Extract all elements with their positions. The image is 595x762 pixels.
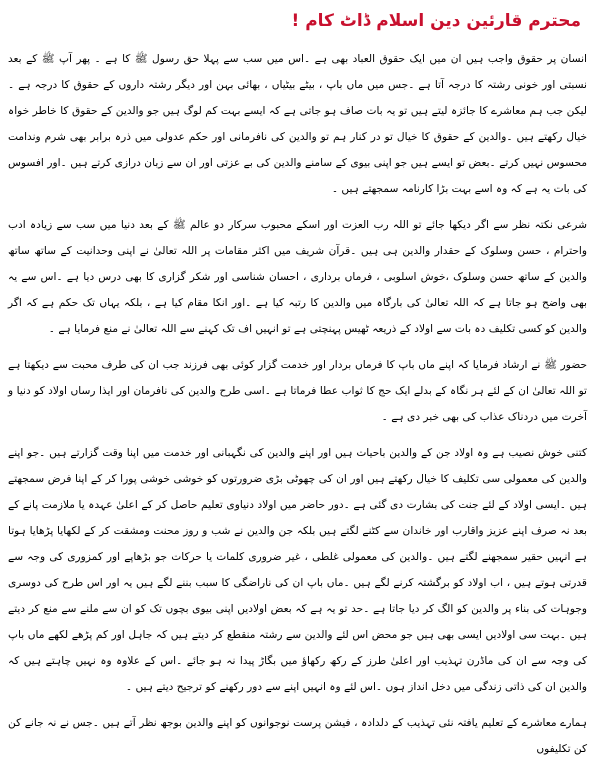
article-paragraph: ہمارے معاشرے کے تعلیم یافتہ نئی تہذیب کے دلدادہ ، فیشن پرست نوجوانوں کو اپنے والدین بوجھ نظر آتے ہیں ۔جس نے نہ جانے کن کن تکلیفوں: [8, 717, 587, 755]
article-paragraph: انسان پر حقوق واجب ہیں ان میں ایک حقوق العباد بھی ہے ۔اس میں سب سے پہلا حق رسول ﷺ کا ہے ۔ پھر آپ ﷺ کے بعد نسبتی اور خونی رشتہ کا درجہ آتا ہے ۔جس میں ماں باپ ، بیٹے بیٹیاں ، بھائی بہن اور دیگر رشتہ داروں کے حقوق کا درجہ ہے ۔لیکن جب ہم معاشرے کا جائزہ لیتے ہیں تو یہ بات صاف ہو جاتی ہے کہ ایسے بہت کم لوگ ہیں جو والدین کے حقوق کا خاطر خواہ خیال رکھتے ہیں ۔والدین کے حقوق کا خیال تو در کنار ہم تو والدین کی نافرمانی اور حکم عدولی میں ذرہ برابر بھی شرم وندامت محسوس نہیں کرتے ۔بعض تو ایسے ہیں جو اپنی بیوی کے سامنے والدین کی بے عزتی اور ان سے زبان درازی کرتے ہیں ۔اور افسوس کی بات یہ ہے کہ وہ اسے بہت بڑا کارنامہ سمجھتے ہیں ۔: [8, 53, 587, 195]
article-paragraph: شرعی نکتہ نظر سے اگر دیکھا جائے تو اللہ رب العزت اور اسکے محبوب سرکار دو عالم ﷺ کے بعد دنیا میں سب سے زیادہ ادب واحترام ، حسن وسلوک کے حقدار والدین ہی ہیں ۔قرآن شریف میں اکثر مقامات پر اللہ تعالیٰ نے اپنی وحدانیت کے ساتھ ساتھ والدین کے ساتھ حسن وسلوک ،خوش اسلوبی ، فرماں برداری ، احسان شناسی اور شکر گزاری کا بھی درس دیا ہے ۔اس سے یہ بھی واضح ہو جاتا ہے کہ اللہ تعالیٰ کی بارگاہ میں والدین کا رتبہ کیا ہے ۔اور انکا مقام کیا ہے ، بلکہ یہاں تک حکم ہے کہ اگر والدین کو کسی تکلیف دہ بات سے اولاد کے ذریعہ ٹھیس پہنچتی ہے تو انہیں اف تک کہنے سے اللہ تعالیٰ نے منع فرمایا ہے ۔: [8, 219, 587, 335]
article-paragraph: کتنی خوش نصیب ہے وہ اولاد جن کے والدین باحیات ہیں اور اپنے والدین کی نگہبانی اور خدمت میں اپنا وقت گزارتے ہیں ۔جو اپنے والدین کی معمولی سی تکلیف کا خیال رکھتے ہیں اور ان کی چھوٹی بڑی ضرورتوں کو خوشی خوشی پورا کر کے اپنا فرض سمجھتے ہیں ۔ایسی اولاد کے لئے جنت کی بشارت دی گئی ہے ۔دور حاضر میں اولاد دنیاوی تعلیم حاصل کر کے اعلیٰ عہدہ یا ملازمت پانے کے بعد نہ صرف اپنے عزیز واقارب اور خاندان سے کٹنے لگتے ہیں بلکہ جن والدین نے شب و روز محنت ومشقت کر کے لکھایا پڑھایا ہوتا ہے انہیں حقیر سمجھنے لگتے ہیں ۔والدین کی معمولی غلطی ، غیر ضروری کلمات یا حرکات جو بڑھاپے اور کمزوری کی وجہ سے قدرتی ہوتے ہیں ، اب اولاد کو برگشتہ کرنے لگے ہیں ۔ماں باپ ان کی ناراضگی کا سبب بننے لگے ہیں یہ اور اس طرح کی دوسری وجوہات کی بناء پر والدین کو الگ کر دیا جاتا ہے ۔حد تو یہ ہے کہ بعض اولادیں اپنی بیوی بچوں تک کو ان سے ملنے سے منع کر دیتے ہیں ۔بہت سی اولادیں ایسی بھی ہیں جو محض اس لئے والدین سے رشتہ منقطع کر دیتے ہیں کہ جاہل اور کم پڑھے لکھے ماں باپ کی وجہ سے ان کی ماڈرن تہذیب اور اعلیٰ طرز کے رکھ رکھاؤ میں بگاڑ پیدا نہ ہو جائے ۔اس کے علاوہ وہ نہیں چاہتے ہیں کہ والدین ان کی ذاتی زندگی میں دخل انداز ہوں ۔اس لئے وہ انہیں اپنے سے دور رکھنے کو ترجیح دیتے ہیں ۔: [8, 447, 587, 693]
article-paragraph: حضور ﷺ نے ارشاد فرمایا کہ اپنے ماں باپ کا فرماں بردار اور خدمت گزار کوئی بھی فرزند جب ان کی طرف محبت سے دیکھتا ہے تو اللہ تعالیٰ ان کے لئے ہر نگاہ کے بدلے ایک حج کا ثواب عطا فرماتا ہے ۔اسی طرح والدین کی نافرمان اور ایذا رساں اولاد کو دنیا و آخرت میں دردناک عذاب کی بھی خبر دی ہے ۔: [8, 359, 587, 423]
article-title: محترم قارئین دین اسلام ڈاٹ کام !: [291, 11, 581, 31]
